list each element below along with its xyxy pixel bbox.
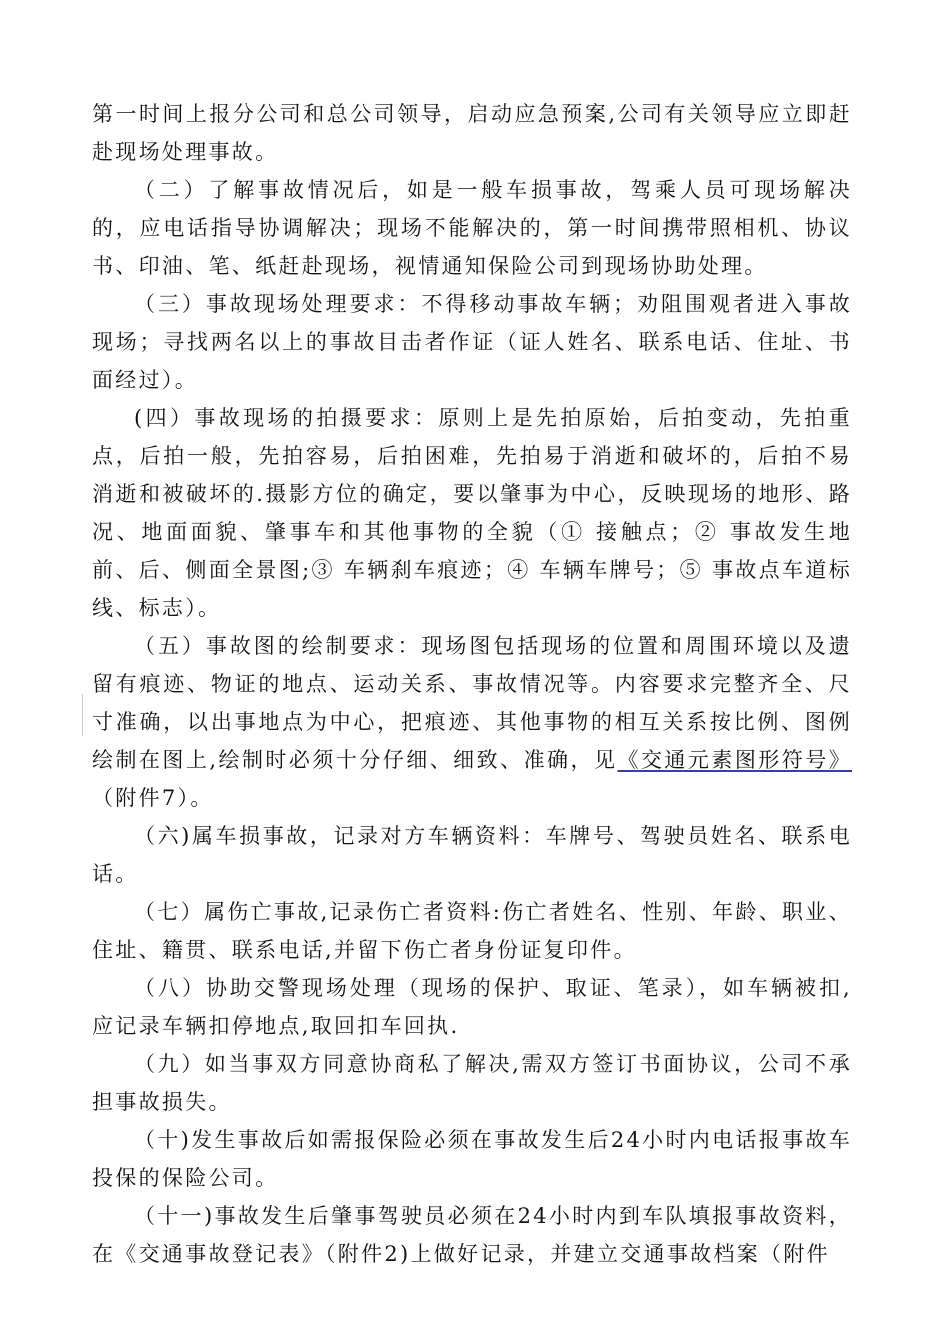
paragraph-continuation: 第一时间上报分公司和总公司领导，启动应急预案,公司有关领导应立即赶赴现场处理事故。: [92, 102, 852, 164]
paragraph-8: （八）协助交警现场处理（现场的保护、取证、笔录），如车辆被扣,应记录车辆扣停地点,取回扣车回执.: [92, 976, 852, 1038]
paragraph-6: （六)属车损事故，记录对方车辆资料：车牌号、驾驶员姓名、联系电话。: [92, 824, 852, 886]
paragraph-5-attachment: （附件7）。: [92, 786, 214, 810]
paragraph-2: （二）了解事故情况后，如是一般车损事故，驾乘人员可现场解决的，应电话指导协调解决；现场不能解决的，第一时间携带照相机、协议书、印油、笔、纸赶赴现场，视情通知保险公司到现场协助处理。: [92, 178, 852, 278]
paragraph-5-text: （五）事故图的绘制要求：现场图包括现场的位置和周围环境以及遗留有痕迹、物证的地点、运动关系、事故情况等。内容要求完整齐全、尺寸准确，以出事地点为中心，把痕迹、其他事物的相互关系按比例、图例绘制在图上,绘制时必须十分仔细、细致、准确，见: [92, 634, 852, 772]
margin-change-bar: [82, 694, 83, 736]
paragraph-9: （九）如当事双方同意协商私了解决,需双方签订书面协议，公司不承担事故损失。: [92, 1052, 852, 1114]
paragraph-7: （七）属伤亡事故,记录伤亡者资料:伤亡者姓名、性别、年龄、职业、住址、籍贯、联系电话,并留下伤亡者身份证复印件。: [92, 900, 852, 962]
paragraph-10: （十)发生事故后如需报保险必须在事故发生后24小时内电话报事故车投保的保险公司。: [92, 1128, 852, 1190]
traffic-symbols-reference-link[interactable]: 《交通元素图形符号》: [617, 748, 853, 772]
document-body: [92, 95, 852, 1273]
paragraph-3: （三）事故现场处理要求：不得移动事故车辆；劝阻围观者进入事故现场；寻找两名以上的事故目击者作证（证人姓名、联系电话、住址、书面经过）。: [92, 292, 852, 392]
paragraph-11: （十一)事故发生后肇事驾驶员必须在24小时内到车队填报事故资料，在《交通事故登记表》（附件2)上做好记录，并建立交通事故档案（附件: [92, 1204, 852, 1266]
paragraph-4: (四）事故现场的拍摄要求：原则上是先拍原始，后拍变动，先拍重点，后拍一般，先拍容易，后拍困难，先拍易于消逝和破坏的，后拍不易消逝和被破坏的.摄影方位的确定，要以肇事为中心，反映现场的地形、路况、地面面貌、肇事车和其他事物的全貌（① 接触点；② 事故发生地前、后、侧面全景图;③ 车辆刹车痕迹；④ 车辆车牌号；⑤ 事故点车道标线、标志）。: [92, 406, 852, 620]
paragraph-5: [92, 627, 852, 817]
